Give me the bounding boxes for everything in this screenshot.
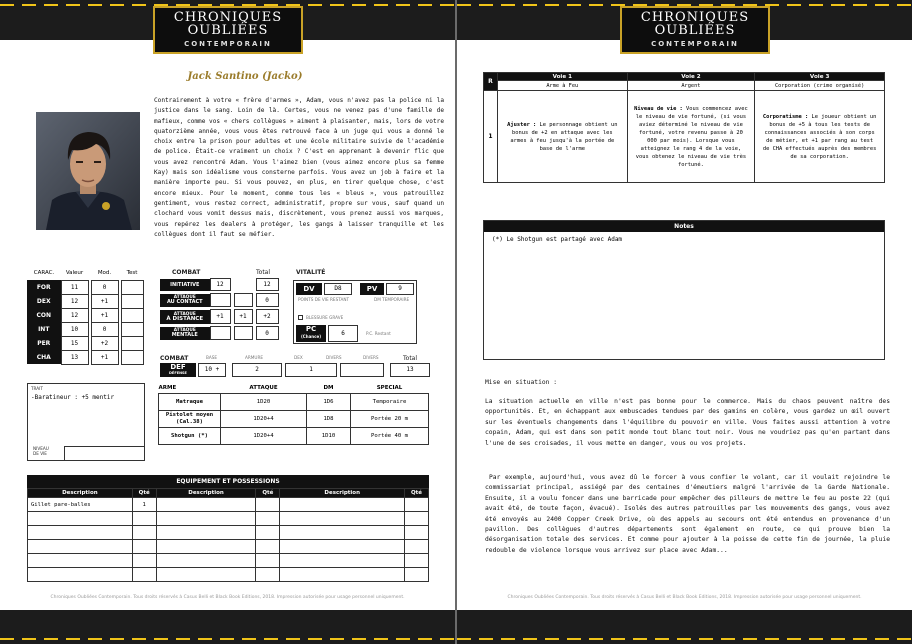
equip-cell[interactable] <box>280 526 405 540</box>
def-divers1-header: DIVERS <box>326 355 342 360</box>
pc-restant-label: P.C. Restant <box>366 331 391 336</box>
stat-test[interactable] <box>121 294 143 308</box>
trait-label: TRAIT <box>31 386 43 391</box>
weapon-row <box>159 393 429 410</box>
equipment-title: EQUIPEMENT ET POSSESSIONS <box>27 475 429 488</box>
initiative-total[interactable]: 12 <box>256 279 278 291</box>
characteristics-block <box>27 266 144 365</box>
stat-value[interactable]: 10 <box>61 322 88 336</box>
equip-cell[interactable] <box>405 498 429 512</box>
valeur-header: Valeur <box>65 269 84 276</box>
equip-cell[interactable] <box>156 498 256 512</box>
vitalite-box <box>293 280 417 344</box>
equip-cell[interactable] <box>156 554 256 568</box>
attack-distance-label <box>160 310 210 324</box>
equip-cell[interactable] <box>280 568 405 582</box>
attack-distance-label-1: ATTAQUE <box>173 311 196 317</box>
initiative-label: INITIATIVE <box>160 279 210 291</box>
equip-cell[interactable] <box>132 540 156 554</box>
equipment-row <box>28 512 429 526</box>
voie-2-name: Argent <box>627 81 755 91</box>
def-label-box <box>160 363 196 377</box>
stat-name: CON <box>27 308 61 322</box>
logo-line-3: CONTEMPORAIN <box>184 40 272 48</box>
special-header: SPECIAL <box>376 385 403 392</box>
equip-cell[interactable] <box>156 540 256 554</box>
equip-cell[interactable] <box>28 526 133 540</box>
character-biography: Contrairement à votre « frère d'armes », Adam, vous n'avez pas la police ni la justice dans le sang. Loin de là. Certes, vous ne venez pas d'une famille de mafieux, comme vos « chers collègues » aiment à plaisanter, mais, lors de votre quatorzième année, vous vous êtes retrouvé face à un juge qui vous a donné le choix entre la prison pour adultes et une école militaire suivie de l'académie de police. Était-ce vraiment un choix ? C'est en apprenant à devenir flic que vous avez rencontré Adam. Vous l'aimez bien (vous aimez encore plus sa femme Kay) mais son idéalisme vous consterne parfois. Vous avez un job à faire et la manière importe peu. Si vous pouvez, en plus, en tirer quelque chose, c'est encore mieux. Pour le moment, comme tous les « bleus », vous patrouillez gentiment, vous restez correct, administratif, propre sur vous, sauf quand un clochard vous vomit dessus mais, discrètement, vous prenez aussi vos marques, vous repérez les dealers à protéger, les gangs à laisser tranquille et les collègues dont il faut se méfier. <box>154 97 444 238</box>
equip-item-qte[interactable]: 1 <box>132 498 156 512</box>
weapon-attack[interactable]: 1D20+4 <box>221 427 307 444</box>
equip-desc-header: Description <box>156 489 256 498</box>
stat-name: INT <box>27 322 61 336</box>
equip-cell[interactable] <box>132 512 156 526</box>
weapon-special[interactable]: Portée 20 m <box>351 410 429 427</box>
weapon-name[interactable]: Shotgun (*) <box>159 427 221 444</box>
def-sub-label: DÉFENSE <box>169 371 187 375</box>
equip-cell[interactable] <box>256 512 280 526</box>
weapon-name[interactable]: Matraque <box>159 393 221 410</box>
equip-qte-header: Qté <box>132 489 156 498</box>
equip-cell[interactable] <box>256 526 280 540</box>
voie-3-ability-text: Le joueur obtient un bonus de +5 à tous les tests de connaissances associés à son corps de métier, et +1 par rang au test de CHA effectués auprès des membres de sa corporation. <box>762 113 877 160</box>
attack-header: ATTAQUE <box>249 385 278 392</box>
page-footer <box>0 610 455 644</box>
equip-cell[interactable] <box>256 568 280 582</box>
def-base-header: BASE <box>206 355 218 360</box>
stat-mod[interactable]: 0 <box>91 280 118 294</box>
stat-value[interactable]: 12 <box>61 308 88 322</box>
def-armure-header: ARMURE <box>245 355 264 360</box>
voies-table <box>483 72 885 183</box>
logo-line-1: CHRONIQUES <box>173 10 283 25</box>
weapon-row <box>159 410 429 427</box>
attack-mentale-label <box>160 327 210 340</box>
weapon-attack[interactable]: 1D20 <box>221 393 307 410</box>
voie-1-header: Voie 1 <box>497 73 627 81</box>
page-header <box>0 0 455 56</box>
equip-cell[interactable] <box>405 554 429 568</box>
def-dex-header: DEX <box>294 355 303 360</box>
attack-contact-label <box>160 294 210 307</box>
dm-temp-label: DM TEMPORAIRE <box>374 297 410 302</box>
niveau-label-1: NIVEAU <box>33 446 49 451</box>
equip-cell[interactable] <box>280 498 405 512</box>
page-footer <box>457 610 912 644</box>
voie-2-header: Voie 2 <box>627 73 755 81</box>
situation-paragraph-2: Par exemple, aujourd'hui, vous avez dû le forcer à vous confier le volant, car il voulait rejoindre le commissariat principal, assiégé par des centaines d'émeutiers malgré l'arrivée de la Garde Nationale. Ensuite, il a voulu foncer dans une barricade pour empêcher des pilleurs de mettre le feu au poste 22 (qui avait été, de toute façon, évacué). Isolés des autres patrouilles par les mouvements des gangs, vous avez été envoyés au 2400 Copper Creek Drive, où des appels au secours ont été entendus en provenance d'un pavillon. Des collègues d'autres départements sont également en route, ce qui prouve bien la désorganisation totale des services. Et comme pour ajouter à la poisse de cette fin de journée, la pluie redouble de violence lorsque vous arrivez sur place avec Adam... <box>485 474 890 554</box>
stat-mod[interactable]: +1 <box>91 294 118 308</box>
pc-value[interactable]: 6 <box>328 325 358 342</box>
legal-notice: Chroniques Oubliées Contemporain. Tous droits réservés à Casus Belli et Black Book Editions, 2018. Impression autorisée pour usage personnel uniquement. <box>50 595 405 600</box>
equipment-row <box>28 568 429 582</box>
weapon-dm[interactable]: 1D6 <box>307 393 351 410</box>
weapons-block <box>158 384 429 445</box>
equip-item-desc[interactable]: Gillet pare-balles <box>28 498 133 512</box>
def-dex[interactable]: 1 <box>285 363 337 377</box>
attack-distance-a[interactable]: +1 <box>210 310 230 324</box>
character-sheet-page-2 <box>457 0 912 644</box>
trait-text[interactable]: -Baratineur : +5 mentir <box>31 394 115 401</box>
notes-title: Notes <box>484 221 884 232</box>
equip-cell[interactable] <box>256 498 280 512</box>
weapon-row <box>159 427 429 444</box>
weapon-attack[interactable]: 1D20+4 <box>221 410 307 427</box>
attack-contact-base[interactable] <box>210 294 230 307</box>
notes-text[interactable]: (*) Le Shotgun est partagé avec Adam <box>492 236 623 243</box>
stat-mod[interactable]: +1 <box>91 350 118 364</box>
equip-qte-header: Qté <box>256 489 280 498</box>
equip-cell[interactable] <box>405 526 429 540</box>
rank-number: 1 <box>484 91 498 183</box>
initiative-value[interactable]: 12 <box>210 279 230 291</box>
equip-desc-header: Description <box>280 489 405 498</box>
voie-2-ability <box>627 91 755 183</box>
logo-line-2: OUBLIÉES <box>187 23 269 38</box>
game-logo <box>620 6 770 54</box>
situation-paragraph-1: La situation actuelle en ville n'est pas bonne pour le commerce. Mais du chaos peuvent naître des opportunités. Et, en échappant aux embuscades tendues par des gamins en colère, vous gardez un œil ouvert sur les éventuels changements dans l'équilibre du pouvoir en ville. Vous faites aussi attention à votre copain, Adam, qui est dans son petit monde tout blanc tout noir. Vous ne voudriez pas qu'en partant dans l'une de ses croisades, il vous mette en danger, vous ou vos projets. <box>485 398 890 447</box>
character-name: Jack Santino (Jacko) <box>187 71 303 82</box>
def-divers[interactable] <box>340 363 384 377</box>
def-total[interactable]: 13 <box>390 363 430 377</box>
voie-3-ability-name: Corporatisme : <box>762 113 809 120</box>
weapon-special[interactable]: Portée 40 m <box>351 427 429 444</box>
dv-value[interactable]: D8 <box>324 283 352 295</box>
attack-contact-label-2: AU CONTACT <box>166 299 203 305</box>
attack-mentale-label-2: MENTALE <box>171 332 198 338</box>
equipment-row <box>28 554 429 568</box>
pv-label: PV <box>360 283 384 295</box>
weapon-header: ARME <box>158 385 177 392</box>
stat-name: PER <box>27 336 61 350</box>
attack-mentale-mod[interactable] <box>234 327 252 340</box>
attack-distance-b[interactable]: +1 <box>234 310 252 324</box>
pv-value[interactable]: 9 <box>386 283 414 295</box>
carac-header: CARAC. <box>33 270 55 276</box>
equipment-block <box>27 475 429 582</box>
attack-contact-mod[interactable] <box>234 294 252 307</box>
voie-3-header: Voie 3 <box>755 73 885 81</box>
pc-label-box <box>296 325 326 342</box>
voie-1-ability <box>497 91 627 183</box>
blessure-checkbox[interactable] <box>298 315 303 320</box>
equip-cell[interactable] <box>156 568 256 582</box>
character-sheet-page-1 <box>0 0 455 644</box>
test-header: Test <box>126 269 138 276</box>
rank-header: R <box>484 73 498 91</box>
attack-contact-label-1: ATTAQUE <box>173 295 196 300</box>
trait-box <box>27 383 145 461</box>
combat-title: COMBAT <box>172 269 201 276</box>
def-divers2-header: DIVERS <box>363 355 379 360</box>
def-base[interactable]: 10 + <box>198 363 226 377</box>
attack-distance-total[interactable]: +2 <box>256 310 278 324</box>
equip-cell[interactable] <box>28 554 133 568</box>
equip-cell[interactable] <box>28 540 133 554</box>
notes-box <box>483 220 885 360</box>
def-total-header: Total <box>403 355 418 362</box>
page-header <box>457 0 912 56</box>
equip-cell[interactable] <box>256 540 280 554</box>
stat-value[interactable]: 11 <box>61 280 88 294</box>
stat-value[interactable]: 13 <box>61 350 88 364</box>
stat-mod[interactable]: +2 <box>91 336 118 350</box>
legal-notice: Chroniques Oubliées Contemporain. Tous droits réservés à Casus Belli et Black Book Editions, 2018. Impression autorisée pour usage personnel uniquement. <box>507 595 862 600</box>
situation-title: Mise en situation : <box>485 379 558 386</box>
stat-test[interactable] <box>121 336 143 350</box>
def-label: DEF <box>170 363 186 371</box>
attack-contact-total[interactable]: 0 <box>256 294 278 307</box>
equip-qte-header: Qté <box>405 489 429 498</box>
character-portrait <box>36 112 140 230</box>
defense-combat-title: COMBAT <box>160 355 189 362</box>
equip-desc-header: Description <box>28 489 133 498</box>
equip-cell[interactable] <box>280 512 405 526</box>
equip-cell[interactable] <box>405 568 429 582</box>
points-restants-label: POINTS DE VIE RESTANT <box>298 297 350 302</box>
stat-value[interactable]: 12 <box>61 294 88 308</box>
equip-cell[interactable] <box>132 568 156 582</box>
stat-name: DEX <box>27 294 61 308</box>
voie-2-ability-text: Vous commencez avec le niveau de vie fortuné, (si vous aviez déterminé le niveau de vie fortuné, votre revenu passe à 20 000 par mois). Lorsque vous atteignez le rang 4 de la voie, vous obtenez le niveau de vie très fortuné. <box>635 105 748 168</box>
dm-header: DM <box>323 385 334 392</box>
stat-name: CHA <box>27 350 61 364</box>
equipment-row <box>28 540 429 554</box>
game-logo <box>153 6 303 54</box>
stat-mod[interactable]: +1 <box>91 308 118 322</box>
logo-line-3: CONTEMPORAIN <box>651 40 739 48</box>
voie-1-ability-text: Le personnage obtient un bonus de +2 en attaque avec les armes à feu jusqu'à la portée de base de l'arme <box>510 121 618 152</box>
weapon-special[interactable]: Temporaire <box>351 393 429 410</box>
equip-cell[interactable] <box>405 512 429 526</box>
stat-test[interactable] <box>121 322 143 336</box>
niveau-value[interactable] <box>64 446 144 460</box>
attack-distance-label-2: À DISTANCE <box>166 315 204 322</box>
voie-1-name: Arme à Feu <box>497 81 627 91</box>
voie-2-ability-name: Niveau de vie : <box>634 105 683 112</box>
stat-value[interactable]: 15 <box>61 336 88 350</box>
stat-mod[interactable]: 0 <box>91 322 118 336</box>
attack-mentale-base[interactable] <box>210 327 230 340</box>
equip-cell[interactable] <box>132 554 156 568</box>
mod-header: Mod. <box>97 269 112 276</box>
weapon-dm[interactable]: 1D8 <box>307 410 351 427</box>
pc-label: PC <box>305 325 317 333</box>
equip-cell[interactable] <box>132 526 156 540</box>
equipment-row <box>28 498 429 512</box>
def-armure[interactable]: 2 <box>232 363 282 377</box>
equip-cell[interactable] <box>280 540 405 554</box>
blessure-label: BLESSURE GRAVE <box>306 315 344 320</box>
niveau-label-2: DE VIE <box>33 451 47 456</box>
weapon-dm[interactable]: 1D10 <box>307 427 351 444</box>
voie-3-name: Corporation (crime organisé) <box>755 81 885 91</box>
stat-name: FOR <box>27 280 61 294</box>
equip-cell[interactable] <box>280 554 405 568</box>
equip-cell[interactable] <box>28 512 133 526</box>
combat-total-label: Total <box>256 269 271 276</box>
pc-sub-label: (Chance) <box>300 334 322 339</box>
logo-line-1: CHRONIQUES <box>640 10 750 25</box>
equip-cell[interactable] <box>28 568 133 582</box>
voie-3-ability <box>755 91 885 183</box>
weapon-name[interactable]: Pistolet moyen (Cal.38) <box>159 410 221 427</box>
equip-cell[interactable] <box>156 526 256 540</box>
niveau-label <box>33 446 49 456</box>
voie-1-ability-name: Ajuster : <box>507 121 537 128</box>
equip-cell[interactable] <box>256 554 280 568</box>
attack-mentale-total[interactable]: 0 <box>256 327 278 340</box>
attack-mentale-label-1: ATTAQUE <box>173 328 196 333</box>
equip-cell[interactable] <box>405 540 429 554</box>
attack-block <box>160 278 279 340</box>
stat-test[interactable] <box>121 280 143 294</box>
equip-cell[interactable] <box>156 512 256 526</box>
vitalite-title: VITALITÉ <box>296 269 326 276</box>
stat-test[interactable] <box>121 308 143 322</box>
dv-label: DV <box>296 283 322 295</box>
logo-line-2: OUBLIÉES <box>654 23 736 38</box>
equipment-row <box>28 526 429 540</box>
stat-test[interactable] <box>121 350 143 364</box>
